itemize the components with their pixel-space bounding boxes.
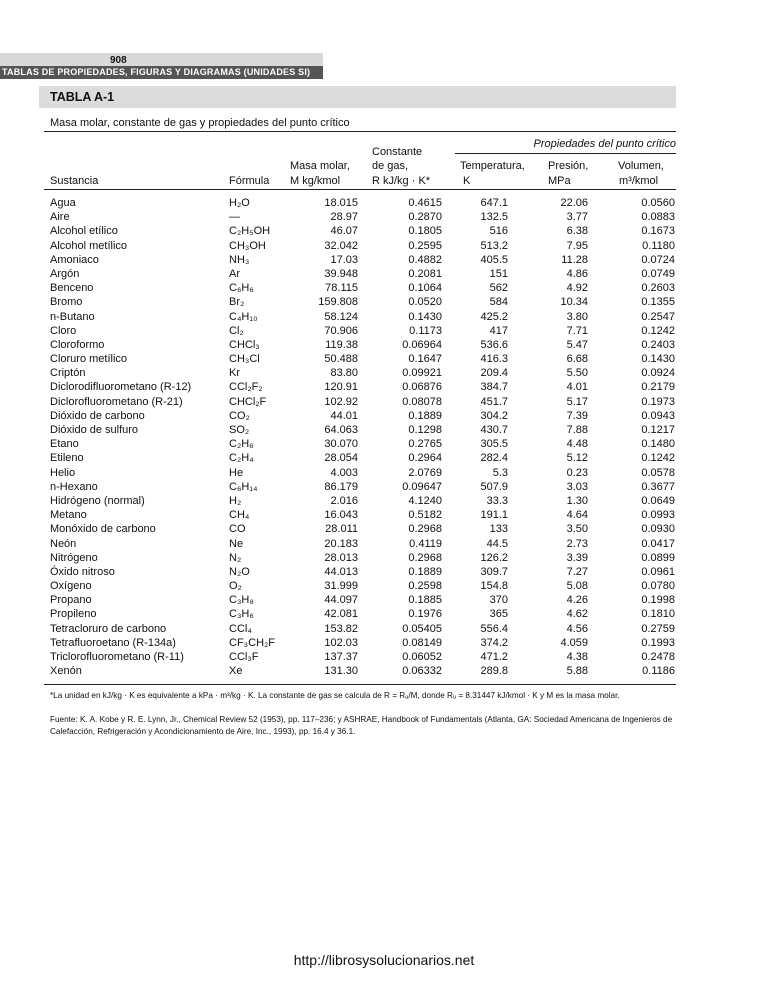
pressure-cell: 0.23: [566, 466, 588, 479]
volume-cell: 0.0930: [641, 523, 675, 536]
substance-cell: Triclorofluorometano (R-11): [50, 651, 184, 663]
pressure-cell: 3.50: [566, 523, 588, 536]
volume-cell: 0.0899: [641, 551, 675, 564]
formula-cell: CHCl₃: [229, 338, 260, 351]
temperature-cell: 365: [489, 608, 508, 621]
volume-cell: 0.2403: [641, 338, 675, 351]
col-temperature-header-2: K: [463, 175, 471, 187]
pressure-cell: 4.48: [566, 438, 588, 451]
table-row: [50, 409, 676, 423]
table-row: [50, 622, 676, 636]
molar-mass-cell: 58.124: [324, 310, 358, 323]
substance-cell: Hidrógeno (normal): [50, 494, 145, 507]
molar-mass-cell: 131.30: [324, 665, 358, 678]
gas-constant-cell: 0.2870: [408, 211, 442, 224]
formula-cell: N₂: [229, 551, 242, 564]
table-row: [50, 650, 676, 664]
gas-constant-cell: 0.1889: [408, 409, 442, 422]
volume-cell: 0.1355: [641, 296, 675, 309]
molar-mass-cell: 83.80: [330, 367, 358, 380]
molar-mass-cell: 78.115: [325, 282, 358, 295]
table-row: [50, 636, 676, 650]
col-volume-header-1: Volumen,: [618, 160, 664, 172]
volume-cell: 0.0883: [641, 211, 675, 224]
substance-cell: Dióxido de carbono: [50, 409, 145, 422]
pressure-cell: 22.06: [560, 197, 588, 209]
pressure-cell: 3.80: [566, 310, 588, 323]
substance-cell: Diclorodifluorometano (R-12): [50, 381, 192, 394]
table-row: [50, 664, 676, 678]
pressure-cell: 5.50: [566, 367, 588, 380]
gas-constant-cell: 0.4882: [408, 253, 442, 266]
volume-cell: 0.0578: [641, 466, 675, 479]
formula-cell: CF₃CH₂F: [229, 636, 276, 649]
temperature-cell: 132.5: [480, 211, 508, 224]
pressure-cell: 3.77: [566, 211, 588, 224]
substance-cell: Agua: [50, 197, 76, 209]
substance-cell: Aire: [50, 211, 70, 224]
volume-cell: 0.1673: [641, 225, 675, 238]
pressure-cell: 7.27: [566, 565, 588, 578]
temperature-cell: 451.7: [480, 395, 508, 408]
formula-cell: C₃H₈: [229, 594, 254, 607]
gas-constant-cell: 0.08078: [402, 395, 442, 408]
formula-cell: N₂O: [229, 565, 250, 578]
table-row: [50, 451, 676, 465]
molar-mass-cell: 64.063: [324, 424, 358, 436]
gas-constant-cell: 0.1889: [408, 565, 442, 578]
volume-cell: 0.2603: [641, 282, 675, 295]
formula-cell: CCl₄: [229, 622, 252, 635]
formula-cell: C₂H₆: [229, 438, 254, 451]
molar-mass-cell: 102.03: [324, 636, 358, 649]
pressure-cell: 4.92: [566, 282, 588, 295]
substance-cell: Xenón: [50, 665, 82, 678]
col-gas-const-header-2: de gas,: [372, 160, 409, 172]
formula-cell: Ne: [229, 537, 244, 550]
gas-constant-cell: 0.4615: [408, 197, 442, 209]
substance-cell: Cloro: [50, 324, 77, 337]
table-row: [50, 537, 676, 551]
temperature-cell: 374.2: [480, 636, 508, 649]
col-temperature-header-1: Temperatura,: [460, 160, 525, 172]
volume-cell: 0.1242: [641, 324, 675, 337]
formula-cell: CCl₃F: [229, 651, 259, 663]
volume-cell: 0.1430: [641, 353, 675, 366]
col-substance-header: Sustancia: [50, 175, 99, 187]
table-row: [50, 267, 676, 281]
gas-constant-cell: 0.4119: [409, 537, 442, 550]
table-row: [50, 579, 676, 593]
molar-mass-cell: 31.999: [324, 580, 358, 593]
molar-mass-cell: 137.37: [324, 651, 358, 663]
gas-constant-cell: 0.06332: [402, 665, 442, 678]
temperature-cell: 647.1: [480, 197, 508, 209]
gas-constant-cell: 4.1240: [408, 494, 442, 507]
volume-cell: 0.1180: [642, 239, 675, 252]
volume-cell: 0.1973: [641, 395, 675, 408]
temperature-cell: 309.7: [480, 565, 508, 578]
formula-cell: CH₃OH: [229, 239, 266, 252]
table-row: [50, 423, 676, 437]
gas-constant-cell: 0.06964: [402, 338, 442, 351]
volume-cell: 0.2759: [641, 622, 675, 635]
gas-constant-cell: 0.0520: [408, 296, 442, 309]
pressure-cell: 4.01: [566, 381, 588, 394]
temperature-cell: 133: [489, 523, 508, 536]
substance-cell: Propano: [50, 594, 92, 607]
volume-cell: 0.0924: [641, 367, 675, 380]
table-row: [50, 466, 676, 480]
volume-cell: 0.2179: [641, 381, 675, 394]
temperature-cell: 305.5: [480, 438, 508, 451]
volume-cell: 0.0780: [641, 580, 675, 593]
gas-constant-cell: 0.09921: [402, 367, 442, 380]
molar-mass-cell: 16.043: [324, 509, 358, 522]
volume-cell: 0.2478: [641, 651, 675, 663]
molar-mass-cell: 86.179: [324, 480, 358, 493]
temperature-cell: 209.4: [480, 367, 508, 380]
table-row: [50, 352, 676, 366]
substance-cell: Benceno: [50, 282, 94, 295]
temperature-cell: 370: [489, 594, 508, 607]
data-table: [50, 196, 676, 678]
substance-cell: n-Hexano: [50, 480, 98, 493]
pressure-cell: 2.73: [566, 537, 588, 550]
temperature-cell: 5.3: [492, 466, 508, 479]
table-row: [50, 324, 676, 338]
table-row: [50, 253, 676, 267]
volume-cell: 0.1810: [641, 608, 675, 621]
substance-cell: Neón: [50, 537, 77, 550]
table-row: [50, 224, 676, 238]
temperature-cell: 154.8: [480, 580, 508, 593]
substance-cell: Alcohol metílico: [50, 239, 128, 252]
substance-cell: Propileno: [50, 608, 97, 621]
pressure-cell: 7.95: [566, 239, 588, 252]
table-title-band: [39, 86, 676, 108]
pressure-cell: 4.059: [560, 636, 588, 649]
substance-cell: Amoniaco: [50, 253, 99, 266]
molar-mass-cell: 30.070: [324, 438, 358, 451]
table-row: [50, 508, 676, 522]
temperature-cell: 151: [489, 267, 508, 280]
volume-cell: 0.3677: [641, 480, 675, 493]
gas-constant-cell: 0.06052: [402, 651, 442, 663]
footnote: *La unidad en kJ/kg · K es equivalente a kPa · m³/kg · K. La constante de gas se calcula de R = Rᵤ/M, donde Rᵤ = 8.31447 kJ/kmol · K y M es la masa molar.: [50, 691, 620, 700]
table-row: [50, 480, 676, 494]
col-molar-mass-header-1: Masa molar,: [290, 160, 350, 172]
col-volume-header-2: m³/kmol: [619, 175, 659, 187]
top-rule: [44, 131, 676, 132]
formula-cell: H₂O: [229, 197, 250, 209]
temperature-cell: 289.8: [480, 665, 508, 678]
formula-cell: SO₂: [229, 424, 250, 436]
formula-cell: Br₂: [229, 296, 245, 309]
substance-cell: Óxido nitroso: [50, 565, 115, 578]
substance-cell: Helio: [50, 466, 76, 479]
table-row: [50, 239, 676, 253]
gas-constant-cell: 0.1647: [408, 353, 442, 366]
pressure-cell: 4.62: [566, 608, 588, 621]
gas-constant-cell: 0.1173: [409, 324, 442, 337]
pressure-cell: 6.38: [566, 225, 588, 238]
molar-mass-cell: 44.013: [324, 565, 358, 578]
formula-cell: CH₃Cl: [229, 353, 260, 366]
pressure-cell: 4.86: [566, 267, 588, 280]
molar-mass-cell: 44.01: [330, 409, 358, 422]
volume-cell: 0.0724: [641, 253, 675, 266]
pressure-cell: 10.34: [560, 296, 588, 309]
table-row: [50, 295, 676, 309]
molar-mass-cell: 42.081: [324, 608, 358, 621]
formula-cell: CH₄: [229, 509, 250, 522]
pressure-cell: 1.30: [566, 494, 588, 507]
table-row: [50, 437, 676, 451]
volume-cell: 0.1186: [642, 665, 675, 678]
volume-cell: 0.1480: [641, 438, 675, 451]
pressure-cell: 11.28: [561, 253, 588, 266]
pressure-cell: 6.68: [566, 353, 588, 366]
temperature-cell: 191.1: [480, 509, 508, 522]
gas-constant-cell: 0.06876: [402, 381, 442, 394]
pressure-cell: 7.88: [566, 424, 588, 436]
table-row: [50, 338, 676, 352]
col-pressure-header-1: Presión,: [548, 160, 589, 172]
molar-mass-cell: 28.97: [330, 211, 358, 224]
pressure-cell: 5.12: [566, 452, 588, 465]
temperature-cell: 282.4: [480, 452, 508, 465]
gas-constant-cell: 0.5182: [408, 509, 442, 522]
molar-mass-cell: 39.948: [324, 267, 358, 280]
molar-mass-cell: 32.042: [324, 239, 358, 252]
table-id: TABLA A-1: [50, 90, 115, 104]
substance-cell: Diclorofluorometano (R-21): [50, 395, 183, 408]
table-row: [50, 494, 676, 508]
footer-url[interactable]: http://librosysolucionarios.net: [293, 952, 475, 968]
formula-cell: C₂H₄: [229, 452, 254, 465]
gas-constant-cell: 0.05405: [402, 622, 442, 635]
table-row: [50, 196, 676, 210]
critical-props-rule: [455, 153, 676, 154]
formula-cell: CO₂: [229, 409, 250, 422]
formula-cell: Kr: [229, 367, 240, 380]
pressure-cell: 5.08: [566, 580, 588, 593]
temperature-cell: 562: [489, 282, 508, 295]
volume-cell: 0.1993: [641, 636, 675, 649]
formula-cell: CO: [229, 523, 246, 536]
gas-constant-cell: 0.2598: [408, 580, 442, 593]
volume-cell: 0.1217: [641, 424, 675, 436]
table-row: [50, 551, 676, 565]
temperature-cell: 425.2: [480, 310, 508, 323]
temperature-cell: 556.4: [480, 622, 508, 635]
col-molar-mass-header-2: M kg/kmol: [290, 175, 341, 187]
temperature-cell: 507.9: [480, 480, 508, 493]
gas-constant-cell: 0.2968: [408, 551, 442, 564]
table-row: [50, 395, 676, 409]
temperature-cell: 513.2: [480, 239, 508, 252]
substance-cell: Criptón: [50, 367, 86, 380]
temperature-cell: 44.5: [486, 537, 508, 550]
substance-cell: Oxígeno: [50, 580, 92, 593]
table-caption: Masa molar, constante de gas y propiedades del punto crítico: [50, 117, 350, 129]
volume-cell: 0.0649: [641, 494, 675, 507]
critical-props-header: Propiedades del punto crítico: [533, 138, 676, 150]
molar-mass-cell: 4.003: [330, 466, 358, 479]
formula-cell: C₃H₆: [229, 608, 254, 621]
pressure-cell: 5.17: [566, 395, 588, 408]
molar-mass-cell: 28.011: [325, 523, 358, 536]
formula-cell: —: [229, 211, 240, 224]
table-row: [50, 210, 676, 224]
page-number: 908: [110, 55, 127, 66]
gas-constant-cell: 0.1805: [408, 225, 442, 238]
molar-mass-cell: 28.054: [324, 452, 358, 465]
molar-mass-cell: 18.015: [324, 197, 358, 209]
volume-cell: 0.0993: [641, 509, 675, 522]
col-gas-const-header-1: Constante: [372, 146, 423, 158]
molar-mass-cell: 50.488: [324, 353, 358, 366]
table-row: [50, 522, 676, 536]
formula-cell: O₂: [229, 580, 242, 593]
temperature-cell: 384.7: [480, 381, 508, 394]
temperature-cell: 304.2: [480, 409, 508, 422]
formula-cell: C₆H₆: [229, 282, 254, 295]
gas-constant-cell: 0.2595: [408, 239, 442, 252]
substance-cell: Dióxido de sulfuro: [50, 424, 139, 436]
pressure-cell: 7.39: [566, 409, 588, 422]
gas-constant-cell: 2.0769: [408, 466, 442, 479]
pressure-cell: 5.47: [566, 338, 588, 351]
gas-constant-cell: 0.2968: [408, 523, 442, 536]
formula-cell: H₂: [229, 494, 242, 507]
substance-cell: Metano: [50, 509, 87, 522]
molar-mass-cell: 119.38: [325, 338, 358, 351]
temperature-cell: 430.7: [480, 424, 508, 436]
table-row: [50, 366, 676, 380]
substance-cell: Tetrafluoroetano (R-134a): [50, 636, 176, 649]
volume-cell: 0.0417: [641, 537, 675, 550]
volume-cell: 0.1242: [641, 452, 675, 465]
molar-mass-cell: 102.92: [324, 395, 358, 408]
table-row: [50, 310, 676, 324]
table-row: [50, 593, 676, 607]
volume-cell: 0.0961: [641, 565, 675, 578]
molar-mass-cell: 120.91: [324, 381, 358, 394]
table-row: [50, 380, 676, 394]
substance-cell: Etileno: [50, 452, 84, 465]
col-formula-header: Fórmula: [229, 175, 270, 187]
substance-cell: Cloroformo: [50, 338, 105, 351]
substance-cell: Argón: [50, 267, 80, 280]
gas-constant-cell: 0.1298: [408, 424, 442, 436]
molar-mass-cell: 44.097: [324, 594, 358, 607]
col-gas-const-header-3: R kJ/kg · K*: [372, 175, 431, 187]
volume-cell: 0.1998: [641, 594, 675, 607]
formula-cell: CHCl₂F: [229, 395, 267, 408]
temperature-cell: 516: [489, 225, 508, 238]
formula-cell: CCl₂F₂: [229, 381, 263, 394]
gas-constant-cell: 0.2964: [408, 452, 442, 465]
formula-cell: Xe: [229, 665, 243, 678]
table-row: [50, 281, 676, 295]
header-rule: [44, 189, 676, 190]
table-row: [50, 565, 676, 579]
molar-mass-cell: 20.183: [324, 537, 358, 550]
gas-constant-cell: 0.08149: [402, 636, 442, 649]
substance-cell: Etano: [50, 438, 79, 451]
temperature-cell: 405.5: [480, 253, 508, 266]
molar-mass-cell: 2.016: [330, 494, 358, 507]
formula-cell: Cl₂: [229, 324, 244, 337]
volume-cell: 0.0749: [641, 267, 675, 280]
gas-constant-cell: 0.2081: [408, 267, 442, 280]
pressure-cell: 3.39: [566, 551, 588, 564]
table-row: [50, 607, 676, 621]
molar-mass-cell: 28.013: [324, 551, 358, 564]
substance-cell: Nitrógeno: [50, 551, 98, 564]
gas-constant-cell: 0.1885: [408, 594, 442, 607]
substance-cell: Tetracloruro de carbono: [50, 622, 167, 635]
pressure-cell: 4.56: [566, 622, 588, 635]
formula-cell: He: [229, 466, 244, 479]
temperature-cell: 417: [489, 324, 508, 337]
temperature-cell: 536.6: [480, 338, 508, 351]
substance-cell: n-Butano: [50, 310, 95, 323]
pressure-cell: 4.64: [566, 509, 588, 522]
molar-mass-cell: 17.03: [330, 253, 358, 266]
running-head: TABLAS DE PROPIEDADES, FIGURAS Y DIAGRAMAS (UNIDADES SI): [0, 66, 323, 79]
volume-cell: 0.0943: [641, 409, 675, 422]
volume-cell: 0.0560: [641, 197, 675, 209]
formula-cell: C₆H₁₄: [229, 480, 258, 493]
pressure-cell: 3.03: [566, 480, 588, 493]
molar-mass-cell: 159.808: [318, 296, 358, 309]
col-pressure-header-2: MPa: [548, 175, 571, 187]
pressure-cell: 5.88: [566, 665, 588, 678]
temperature-cell: 471.2: [480, 651, 508, 663]
temperature-cell: 584: [489, 296, 508, 309]
pressure-cell: 4.38: [566, 651, 588, 663]
substance-cell: Monóxido de carbono: [50, 523, 156, 536]
molar-mass-cell: 153.82: [324, 622, 358, 635]
formula-cell: NH₃: [229, 253, 250, 266]
gas-constant-cell: 0.1430: [408, 310, 442, 323]
gas-constant-cell: 0.1064: [408, 282, 442, 295]
volume-cell: 0.2547: [641, 310, 675, 323]
molar-mass-cell: 46.07: [330, 225, 358, 238]
bottom-rule: [44, 684, 676, 685]
gas-constant-cell: 0.1976: [408, 608, 442, 621]
pressure-cell: 7.71: [566, 324, 588, 337]
substance-cell: Bromo: [50, 296, 83, 309]
source-note: Fuente: K. A. Kobe y R. E. Lynn, Jr., Chemical Review 52 (1953), pp. 117–236; y ASHRAE, Handbook of Fundamentals (Atlanta, GA: Sociedad Americana de Ingenieros de Calefacción, Refrigeración y Acondicionamiento de Aire, Inc., 1993), pp. 16.4 y 36.1.: [50, 715, 673, 736]
gas-constant-cell: 0.09647: [402, 480, 442, 493]
formula-cell: C₂H₅OH: [229, 225, 271, 238]
temperature-cell: 33.3: [486, 494, 508, 507]
temperature-cell: 416.3: [480, 353, 508, 366]
substance-cell: Alcohol etílico: [50, 225, 118, 238]
formula-cell: C₄H₁₀: [229, 310, 258, 323]
formula-cell: Ar: [229, 267, 240, 280]
molar-mass-cell: 70.906: [324, 324, 358, 337]
temperature-cell: 126.2: [480, 551, 508, 564]
substance-cell: Cloruro metílico: [50, 353, 128, 366]
gas-constant-cell: 0.2765: [408, 438, 442, 451]
pressure-cell: 4.26: [566, 594, 588, 607]
